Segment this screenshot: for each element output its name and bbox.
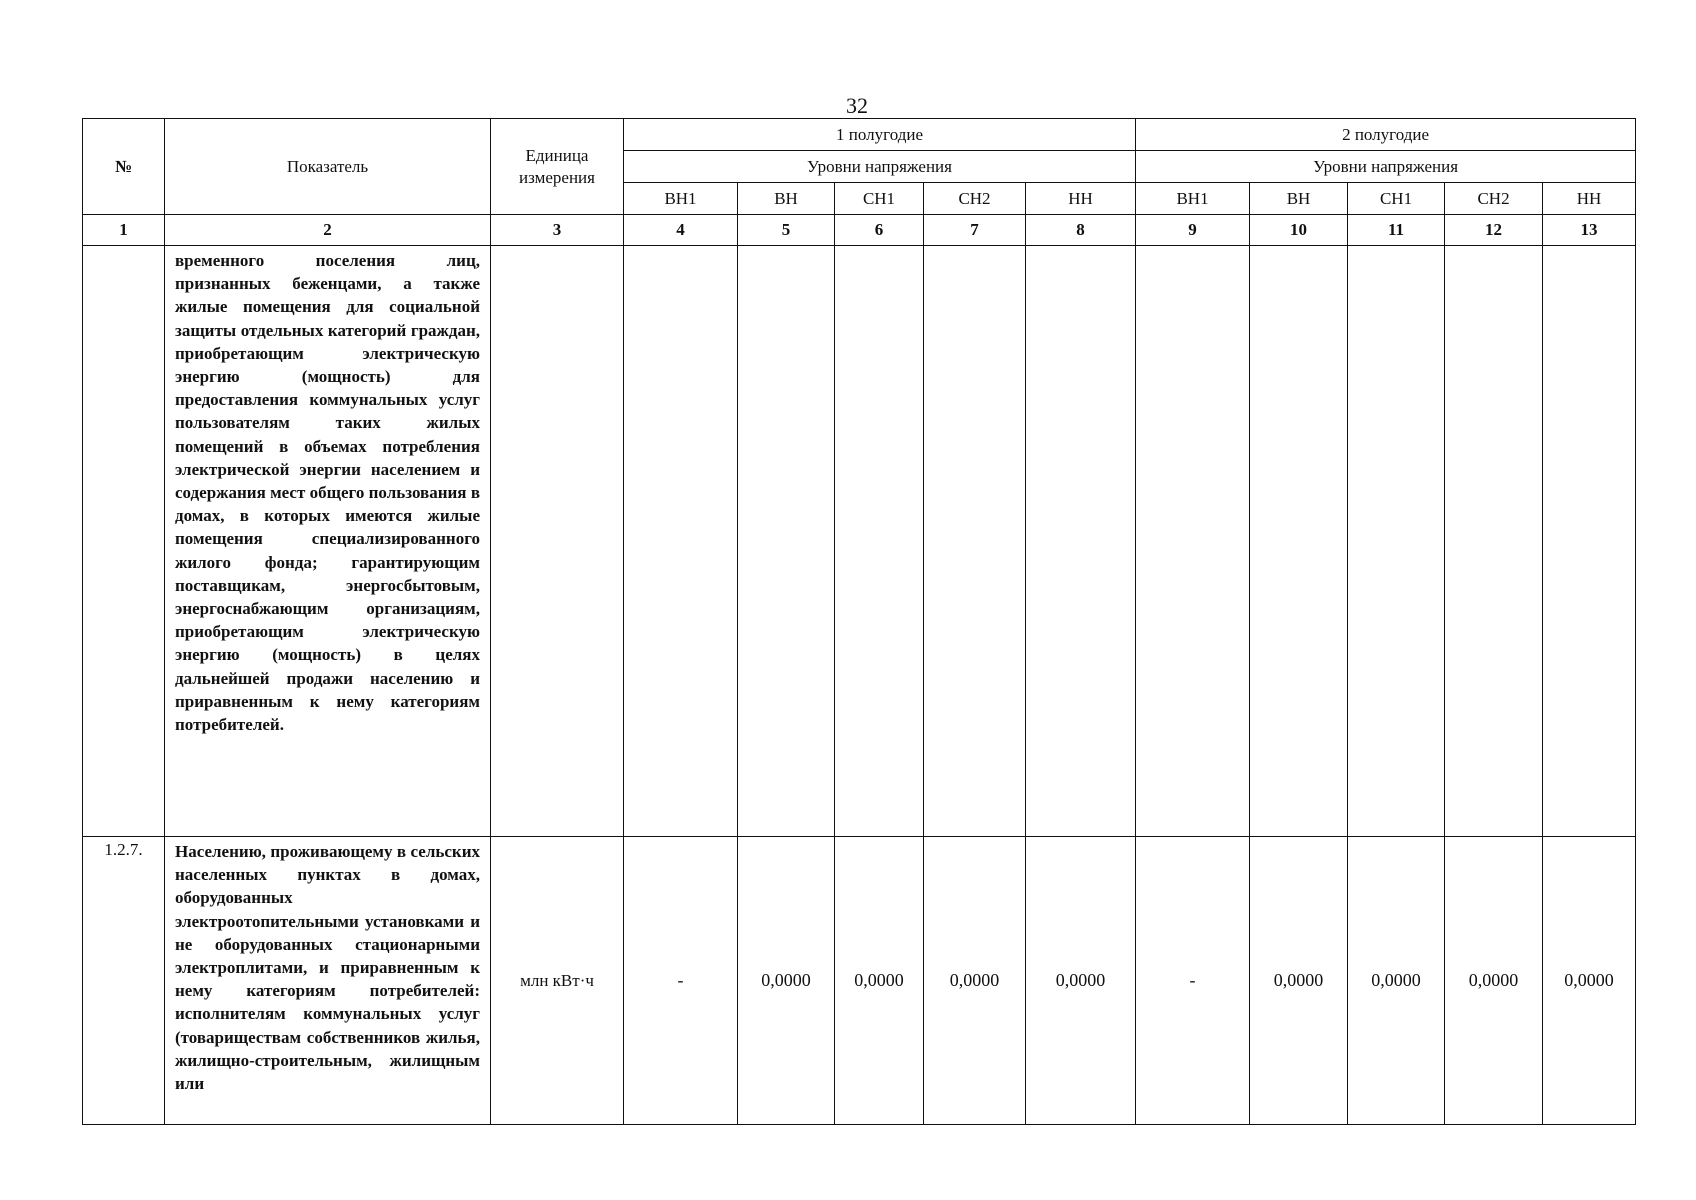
value-cell <box>1445 246 1543 837</box>
value-cell: 0,0000 <box>1348 837 1445 1125</box>
col-header-no: № <box>83 119 165 215</box>
column-numbers-row <box>83 215 1636 246</box>
value-cell: 0,0000 <box>835 837 924 1125</box>
tariff-table <box>82 118 1636 1125</box>
level-header: ВН1 <box>1136 183 1250 215</box>
row-number: 1.2.7. <box>83 837 165 1125</box>
column-number: 4 <box>624 215 738 246</box>
value-cell <box>1136 246 1250 837</box>
column-number: 13 <box>1543 215 1636 246</box>
value-cell: - <box>1136 837 1250 1125</box>
level-header: НН <box>1026 183 1136 215</box>
column-number: 2 <box>165 215 491 246</box>
level-header: ВН1 <box>624 183 738 215</box>
column-number: 11 <box>1348 215 1445 246</box>
column-number: 5 <box>738 215 835 246</box>
value-cell: - <box>624 837 738 1125</box>
level-header: ВН <box>738 183 835 215</box>
level-header: СН1 <box>1348 183 1445 215</box>
value-cell: 0,0000 <box>1250 837 1348 1125</box>
col-header-unit: Единица измерения <box>491 119 624 215</box>
column-number: 6 <box>835 215 924 246</box>
level-header: СН2 <box>1445 183 1543 215</box>
voltage-levels-header-1: Уровни напряжения <box>624 151 1136 183</box>
table-row <box>83 246 1636 837</box>
row-unit: млн кВт·ч <box>491 837 624 1125</box>
value-cell <box>1026 246 1136 837</box>
row-unit <box>491 246 624 837</box>
page-number: 32 <box>846 93 868 118</box>
value-cell <box>924 246 1026 837</box>
column-number: 7 <box>924 215 1026 246</box>
level-header: СН1 <box>835 183 924 215</box>
row-indicator-text: Населению, проживающему в сельских населенных пунктах в домах, оборудованных электроотопительными установками и не оборудованных стационарными электроплитами, и приравненным к нему категориям потребителей: исполнителям коммунальных услуг (товариществам собственников жилья, жилищно-строительным, жилищным или <box>165 837 491 1125</box>
col-header-half1: 1 полугодие <box>624 119 1136 151</box>
value-cell <box>1348 246 1445 837</box>
column-number: 8 <box>1026 215 1136 246</box>
value-cell: 0,0000 <box>924 837 1026 1125</box>
column-number: 3 <box>491 215 624 246</box>
voltage-levels-header-2: Уровни напряжения <box>1136 151 1636 183</box>
level-header: НН <box>1543 183 1636 215</box>
column-number: 10 <box>1250 215 1348 246</box>
row-indicator-text: временного поселения лиц, признанных беженцами, а также жилые помещения для социальной защиты отдельных категорий граждан, приобретающим электрическую энергию (мощность) для предоставления коммунальных услуг пользователям таких жилых помещений в объемах потребления электрической энергии населением и содержания мест общего пользования в домах, в которых имеются жилые помещения специализированного жилого фонда; гарантирующим поставщикам, энергосбытовым, энергоснабжающим организациям, приобретающим электрическую энергию (мощность) в целях дальнейшей продажи населению и приравненным к нему категориям потребителей. <box>165 246 491 837</box>
table-row <box>83 837 1636 1125</box>
value-cell: 0,0000 <box>1026 837 1136 1125</box>
value-cell: 0,0000 <box>1445 837 1543 1125</box>
column-number: 1 <box>83 215 165 246</box>
value-cell <box>624 246 738 837</box>
value-cell: 0,0000 <box>738 837 835 1125</box>
level-header: СН2 <box>924 183 1026 215</box>
value-cell <box>1250 246 1348 837</box>
col-header-indicator: Показатель <box>165 119 491 215</box>
value-cell <box>1543 246 1636 837</box>
column-number: 12 <box>1445 215 1543 246</box>
value-cell: 0,0000 <box>1543 837 1636 1125</box>
column-number: 9 <box>1136 215 1250 246</box>
level-header: ВН <box>1250 183 1348 215</box>
value-cell <box>835 246 924 837</box>
header-row-1 <box>83 119 1636 151</box>
row-number <box>83 246 165 837</box>
col-header-half2: 2 полугодие <box>1136 119 1636 151</box>
value-cell <box>738 246 835 837</box>
